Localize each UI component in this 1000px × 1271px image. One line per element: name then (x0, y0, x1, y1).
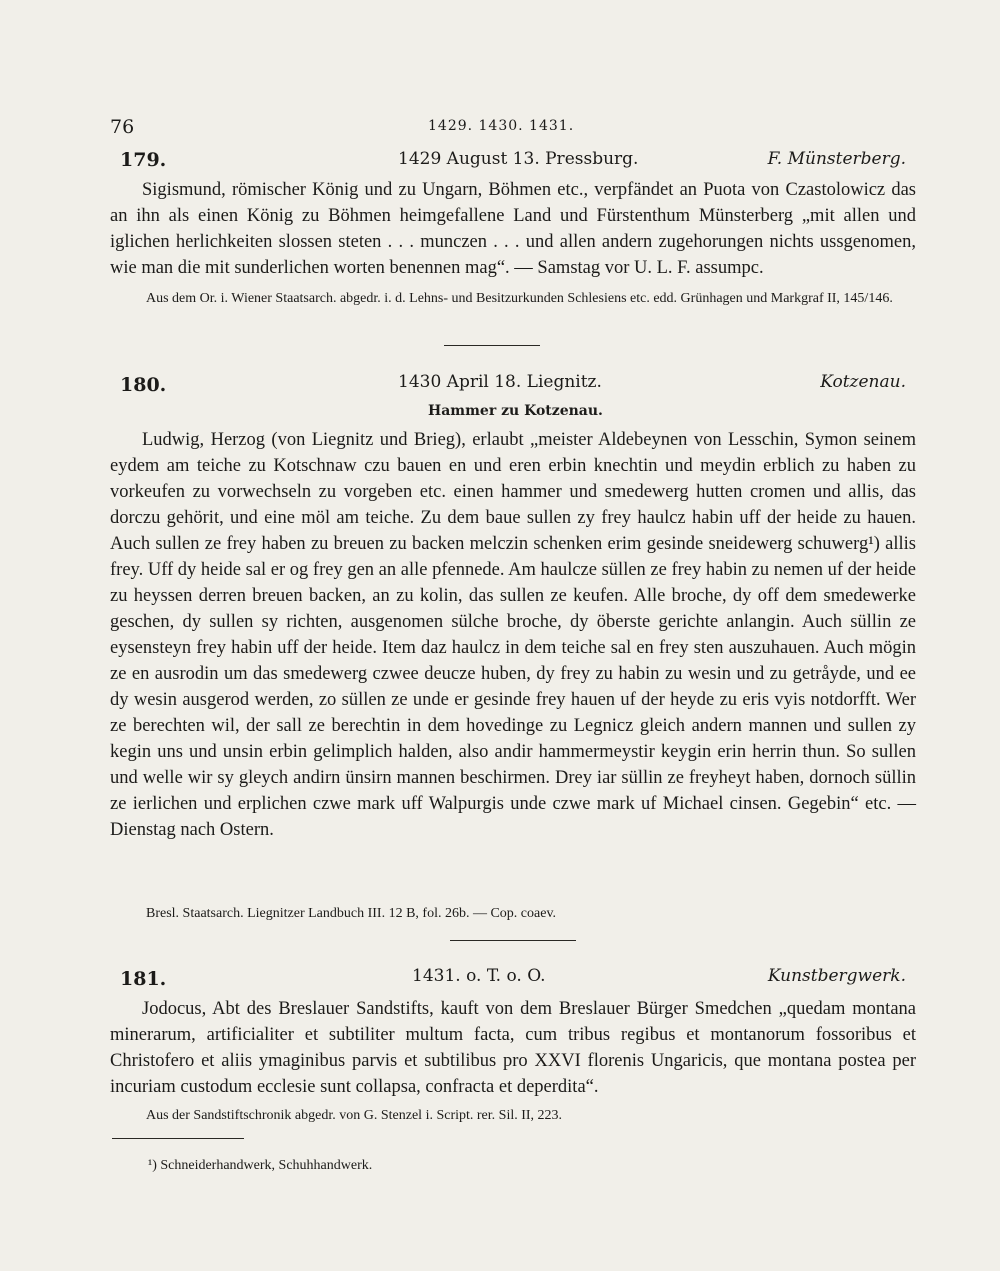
page-number: 76 (110, 116, 135, 138)
entry-date: 1431. o. T. o. O. (412, 966, 546, 986)
entry-source: Aus dem Or. i. Wiener Staatsarch. abgedr. i. d. Lehns- und Besitzurkunden Schlesiens etc. edd. Grünhagen und Markgraf II, 145/146. (146, 291, 893, 306)
entry-place: Kunstbergwerk. (767, 966, 906, 986)
entry-text: Ludwig, Herzog (von Liegnitz und Brieg), erlaubt „meister Aldebeynen von Lesschin, Symon seinem eydem am teiche zu Kotschnaw czu bauen en und eren erbin knechtin und meydin erblich zu haben zu vorkeufen zu vorwechseln zu vorgeben etc. einen hammer und smedewerg hutten cromen und allis, das dorczu gehörit, und eine möl am teiche. Zu dem baue sullen zy frey haulcz habin uff der heide zu hauen. Auch sullen ze frey haben zu breuen zu backen melczin schenken erim gesinde sneidewerg schuwerg¹) allis frey. Uff dy heide sal er og frey gen an alle pfennede. Am haulcze süllen ze frey habin zu nemen uf der heide zu heyssen derren breuen backen, an zu kolin, das sullen ze keufen. Alle broche, dy off dem smedewerke geschen, dy sullen sy richten, ausgenomen sülche broche, dy öberste gerichte anlangin. Auch süllin ze eysensteyn frey habin uff der heide. Item daz haulcz in dem teiche sal en frey sten auszuhauen. Auch mögin ze en ausrodin um das smedewerg czwee deucze huben, dy frey zu habin zu wesin und zu getråyde, und ee dy wesin ausgerod werden, zo süllen ze unde er gesinde frey hauen uf der heyde zu eris vyis notdorfft. Wer ze berechten wil, der sall ze berechtin in dem hovedinge zu Legnicz gleich andern mannen und sullen zy kegin uns und unsin erbin gelimplich halden, also andir hammermeystir keygin erin herrin thun. So sullen und welle wir sy gleych andirn ünsirn mannen beschirmen. Drey iar süllin ze freyheyt haben, dornoch süllin ze ierlichen und erplichen czwe mark uff Walpurgis unde czwe mark uf Michael cinsen. Gegebin“ etc. — Dienstag nach Ostern. (110, 430, 916, 840)
entry-source: Aus der Sandstiftschronik abgedr. von G. Stenzel i. Script. rer. Sil. II, 223. (146, 1108, 563, 1123)
entry-place: Kotzenau. (820, 372, 906, 392)
running-header-years: 1429. 1430. 1431. (428, 118, 575, 134)
entry-place: F. Münsterberg. (767, 149, 906, 169)
entry-date: 1430 April 18. Liegnitz. (398, 372, 602, 392)
entry-number: 181. (120, 968, 167, 990)
section-divider (444, 345, 540, 346)
entry-text: Jodocus, Abt des Breslauer Sandstifts, kauft von dem Breslauer Bürger Smedchen „quedam montana minerarum, artificialiter et subtiliter multum facta, cum tribus regibus et montanorum fossoribus et Christofero et aliis ymaginibus parvis et subtilibus pro XXVI florenis Ungaricis, que montana postea per incuriam custodum ecclesie sunt collapsa, confracta et deperdita“. (110, 999, 916, 1097)
entry-source: Bresl. Staatsarch. Liegnitzer Landbuch III. 12 B, fol. 26b. — Cop. coaev. (146, 906, 557, 921)
entry-subheading: Hammer zu Kotzenau. (428, 403, 603, 419)
footnote: ¹) Schneiderhandwerk, Schuhhandwerk. (148, 1158, 373, 1173)
entry-number: 180. (120, 374, 167, 396)
entry-number: 179. (120, 149, 167, 171)
footnote-rule (112, 1138, 244, 1139)
entry-text: Sigismund, römischer König und zu Ungarn, Böhmen etc., verpfändet an Puota von Czastolowicz das an ihn als einen König zu Böhmen heimgefallene Land und Fürstenthum Münsterberg „mit allen und iglichen herlichkeiten slossen steten . . . munczen . . . und allen andern zugehorungen nichts ussgenomen, wie man die mit sunderlichen worten benennen mag“. — Samstag vor U. L. F. assumpc. (110, 180, 916, 278)
entry-date: 1429 August 13. Pressburg. (398, 149, 639, 169)
section-divider (450, 940, 576, 941)
